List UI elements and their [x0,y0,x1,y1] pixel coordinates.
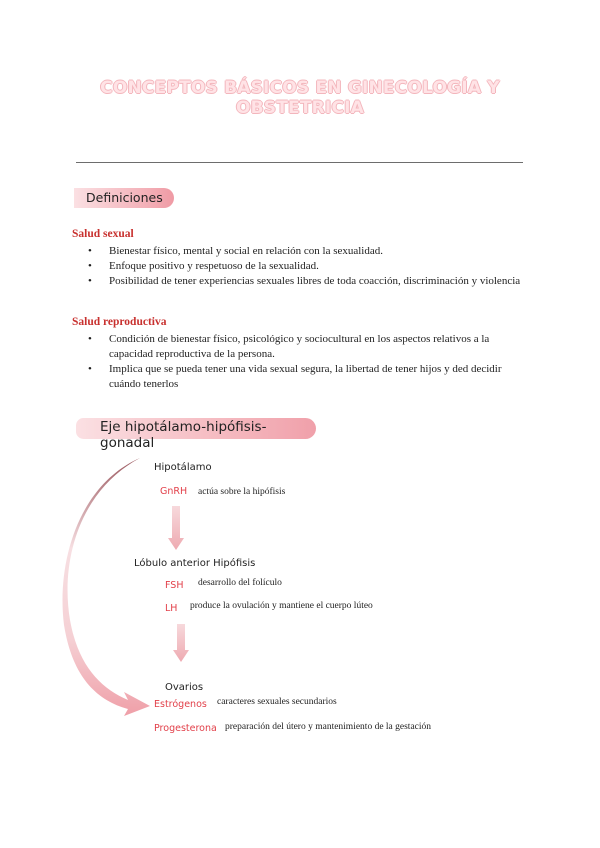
gnrh-hormone: GnRH [160,486,188,497]
fsh-hormone: FSH [165,580,184,591]
progesterona-hormone: Progesterona [154,723,217,734]
list-item: • Enfoque positivo y respetuoso de la sexualidad. [72,259,532,274]
curved-feedback-arrow [63,458,150,716]
estrogenos-description: caracteres sexuales secundarios [217,697,337,707]
down-arrow-2 [173,624,189,662]
page-title-line-1: CONCEPTOS BÁSICOS EN GINECOLOGÍA Y [100,78,500,98]
page-title-line-2: OBSTETRICIA [235,98,365,118]
hipotalamo-label: Hipotálamo [154,462,212,473]
list-item: • Implica que se pueda tener una vida sexual segura, la libertad de tener hijos y ded decidir cuándo tenerlos [72,362,532,392]
definiciones-pill-label: Definiciones [86,190,163,205]
salud-sexual-heading: Salud sexual [72,228,134,240]
eje-pill-label: Eje hipotálamo-hipófisis-gonadal [100,419,267,451]
ovarios-label: Ovarios [165,682,204,693]
fsh-description: desarrollo del folículo [198,578,282,588]
salud-reproductiva-heading: Salud reproductiva [72,316,167,328]
list-item: • Bienestar físico, mental y social en relación con la sexualidad. [72,244,532,259]
estrogenos-hormone: Estrógenos [154,699,207,710]
down-arrow-1 [168,506,184,550]
eje-section-pill [76,418,316,451]
list-item: • Posibilidad de tener experiencias sexuales libres de toda coacción, discriminación y violencia [72,274,532,289]
lh-hormone: LH [165,603,178,614]
lh-description: produce la ovulación y mantiene el cuerpo lúteo [190,601,373,611]
progesterona-description: preparación del útero y mantenimiento de la gestación [225,722,432,732]
hipofisis-label: Lóbulo anterior Hipófisis [134,558,256,569]
list-item: • Condición de bienestar físico, psicológico y sociocultural en los aspectos relativos a la capacidad reproductiva de la persona. [72,332,532,362]
gnrh-description: actúa sobre la hipófisis [198,487,286,497]
